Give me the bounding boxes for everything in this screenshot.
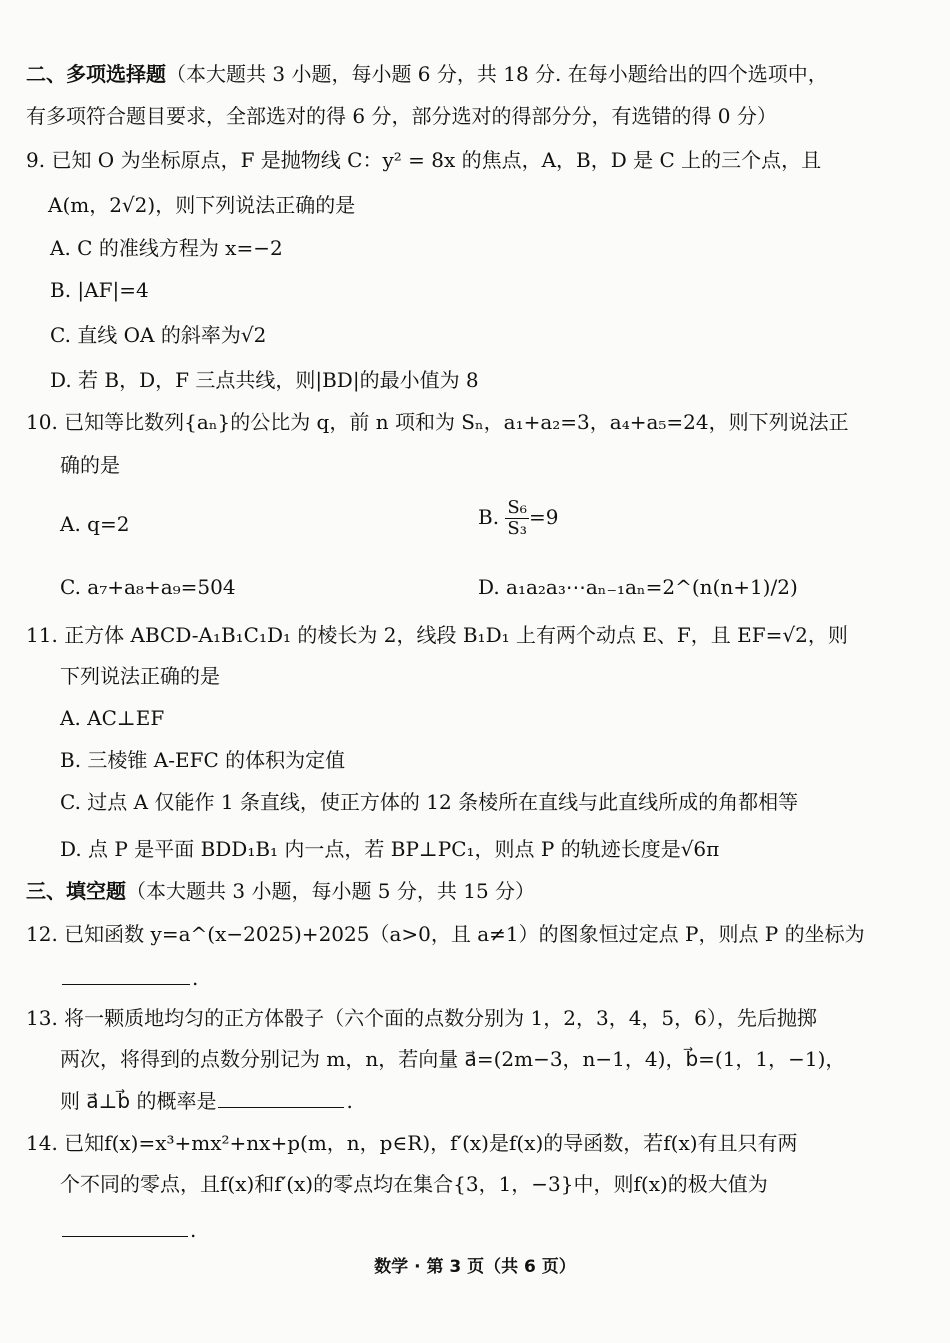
page-footer: 数学 · 第 3 页（共 6 页） [374, 1257, 576, 1277]
question-10-option-b-tail: =9 [528, 504, 559, 529]
question-9-option-c: C. 直线 OA 的斜率为√2 [50, 323, 267, 347]
section-3-heading [26, 879, 535, 903]
section-2-heading [26, 62, 828, 86]
question-11-stem-1 [26, 623, 848, 647]
question-10-option-c: C. a₇+a₈+a₉=504 [60, 575, 236, 599]
question-10-number: 10. [26, 410, 58, 434]
section-2-desc-1: （本大题共 3 小题，每小题 6 分，共 18 分. 在每小题给出的四个选项中， [166, 62, 828, 86]
question-12-text-1: 已知函数 y=a^(x−2025)+2025（a>0，且 a≠1）的图象恒过定点 P，则点 P 的坐标为 [64, 922, 865, 946]
question-12-answer-line [60, 966, 198, 990]
question-13-stem-1 [26, 1006, 817, 1030]
section-3-title: 三、填空题 [26, 879, 126, 903]
question-9-option-d: D. 若 B，D，F 三点共线，则|BD|的最小值为 8 [50, 368, 479, 392]
question-10-option-b-label: B. [478, 504, 500, 529]
question-10-text-1: 已知等比数列{aₙ}的公比为 q，前 n 项和为 Sₙ，a₁+a₂=3，a₄+a₅=24，则下列说法正 [64, 410, 849, 434]
answer-blank[interactable] [218, 1106, 344, 1108]
question-11-option-b: B. 三棱锥 A-EFC 的体积为定值 [60, 748, 346, 772]
question-12-stem-1 [26, 922, 865, 946]
question-13-text-1: 将一颗质地均匀的正方体骰子（六个面的点数分别为 1，2，3，4，5，6），先后抛掷 [64, 1006, 817, 1030]
question-14-end: . [190, 1218, 197, 1242]
question-10-option-a: A. q=2 [60, 512, 130, 536]
question-10-option-d: D. a₁a₂a₃⋯aₙ₋₁aₙ=2^(n(n+1)/2) [478, 575, 798, 599]
question-10-stem-1 [26, 410, 849, 434]
question-10-stem-2: 确的是 [60, 453, 120, 477]
answer-blank[interactable] [62, 983, 190, 985]
question-9-stem-1 [26, 148, 821, 172]
question-12-end: . [192, 966, 199, 990]
section-3-desc: （本大题共 3 小题，每小题 5 分，共 15 分） [126, 879, 536, 903]
question-13-text-3: 则 a⃗⊥b⃗ 的概率是 [60, 1089, 217, 1113]
question-13-stem-3 [60, 1089, 353, 1113]
question-14-text-1: 已知f(x)=x³+mx²+nx+p(m，n，p∈R)，f′(x)是f(x)的导函数，若f(x)有且只有两 [64, 1131, 798, 1155]
question-13-stem-2: 两次，将得到的点数分别记为 m，n，若向量 a⃗=(2m−3，n−1，4)，b⃗=(1，1，−1)， [60, 1047, 846, 1071]
question-9-number: 9. [26, 148, 46, 172]
question-13-number: 13. [26, 1006, 58, 1030]
question-14-answer-line [60, 1218, 196, 1242]
question-13-end: . [346, 1089, 353, 1113]
question-14-number: 14. [26, 1131, 58, 1155]
question-12-number: 12. [26, 922, 58, 946]
question-11-option-a: A. AC⊥EF [60, 706, 165, 730]
question-10-option-b-fraction [505, 498, 529, 539]
section-2-title: 二、多项选择题 [26, 62, 166, 86]
question-14-stem-2: 个不同的零点，且f(x)和f′(x)的零点均在集合{3，1，−3}中，则f(x)的极大值为 [60, 1172, 768, 1196]
question-11-stem-2: 下列说法正确的是 [60, 664, 220, 688]
question-11-number: 11. [26, 623, 58, 647]
fraction-denominator: S₃ [507, 517, 527, 539]
question-9-text-1: 已知 O 为坐标原点，F 是抛物线 C：y² = 8x 的焦点，A，B，D 是 C 上的三个点，且 [51, 148, 822, 172]
question-11-text-1: 正方体 ABCD-A₁B₁C₁D₁ 的棱长为 2，线段 B₁D₁ 上有两个动点 E、F，且 EF=√2，则 [64, 623, 848, 647]
question-9-option-a: A. C 的准线方程为 x=−2 [50, 236, 283, 260]
question-11-option-c: C. 过点 A 仅能作 1 条直线，使正方体的 12 条棱所在直线与此直线所成的角都相等 [60, 790, 799, 814]
section-2-desc-2: 有多项符合题目要求，全部选对的得 6 分，部分选对的得部分分，有选错的得 0 分） [26, 104, 777, 128]
question-14-stem-1 [26, 1131, 798, 1155]
question-11-option-d: D. 点 P 是平面 BDD₁B₁ 内一点，若 BP⊥PC₁，则点 P 的轨迹长度是√6π [60, 837, 720, 861]
question-10-option-b [478, 498, 558, 539]
question-9-option-b: B. |AF|=4 [50, 278, 149, 302]
fraction-numerator: S₆ [507, 497, 527, 518]
answer-blank[interactable] [62, 1235, 188, 1237]
question-9-stem-2: A(m，2√2)，则下列说法正确的是 [48, 193, 356, 217]
